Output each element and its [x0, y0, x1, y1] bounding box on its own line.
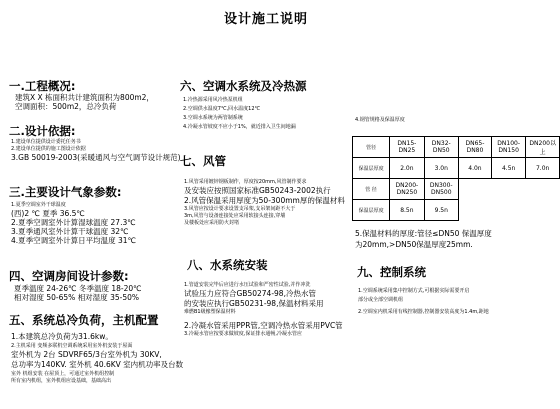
text-line: 1.空调系统采用集中控制方式,可根据实际需要开启	[358, 288, 470, 294]
text-line: (西)2 ℃ 夏季 36.5℃	[11, 209, 85, 218]
text-line: 5.保温材料的厚度:管径≤DN50 保温厚度	[355, 229, 492, 238]
section-3-heading: 三.主要设计气象参数:	[9, 185, 122, 199]
section-5-heading: 五、系统总冷负荷，主机配置	[9, 313, 159, 327]
text-line: 所有室内机组，室外机组应设基础，基础高出	[11, 377, 112, 384]
table-cell: 9.5n	[424, 200, 458, 221]
section-8-heading: 八、水系统安装	[187, 258, 268, 272]
text-line: 夏季温度 24-26℃ 冬季温度 18-20℃	[14, 284, 142, 293]
section-1-heading: 一.工程概况:	[9, 79, 76, 93]
table-cell: 2.0n	[390, 158, 424, 179]
section-6-heading: 六、空调水系统及冷热源	[180, 79, 307, 93]
text-line: 部分或全部空调机组	[358, 297, 404, 303]
text-line: 1.建设单位提供设计委托任务书	[11, 139, 81, 145]
text-line: 总功率为140KV. 室外机 40.6KV 室内机功率及台数	[11, 360, 184, 369]
section-4-heading: 四、空调房间设计参数:	[9, 269, 129, 283]
section-2-text	[11, 139, 181, 162]
text-line: 2.风管保温采用厚度为50-300mm厚的保温材料	[184, 196, 345, 205]
table-cell: 保温层厚度	[353, 200, 390, 221]
section-4-text	[14, 284, 142, 302]
table-cell: 管 径	[353, 179, 390, 200]
section-2-heading: 二.设计依据:	[9, 124, 76, 138]
table-cell: 4.0n	[458, 158, 491, 179]
text-line: 3.冷凝水管应按要求做坡度,保证排水通畅,冷凝水管应	[184, 331, 302, 337]
table-cell: DN200-DN250	[390, 179, 424, 200]
insulation-note	[355, 228, 492, 250]
text-line: 2.主机采用 变频多联机空调系统采用室外机安装于屋面	[11, 342, 133, 349]
text-line: 难燃B1级橡塑保温材料	[184, 309, 236, 315]
table-cell: 8.5n	[390, 200, 424, 221]
text-line: 2.空调室内机采用有线控制器,控制器安装高度为1.4m,距地	[358, 309, 489, 315]
text-line: 2.建设单位提供的施工图设计依据	[11, 146, 86, 152]
section-1-text	[15, 93, 154, 111]
text-line: 室外 机组安装 在屋顶上，可通过室外机组控制	[11, 370, 115, 377]
table-row	[353, 158, 560, 179]
table-caption: 4.钢管规格及保温厚度	[355, 117, 405, 123]
text-line: 1.风管采用镀锌钢板制作，厚度按20mm,风管制作要求	[184, 179, 307, 185]
table-row	[353, 179, 560, 200]
table-cell: DN65-DN80	[458, 137, 491, 158]
table-row	[353, 137, 560, 158]
text-line: 相对湿度 50-65% 相对湿度 35-50%	[14, 293, 139, 302]
section-6-text	[183, 96, 296, 132]
table-cell: DN100-DN150	[491, 137, 525, 158]
section-7-text	[184, 179, 345, 227]
table-cell: DN15-DN25	[390, 137, 424, 158]
text-line: 试验压力应符合GB50274-98,冷热水管	[184, 289, 316, 298]
table-cell: 保温层厚度	[353, 158, 390, 179]
table-cell: 3.0n	[424, 158, 458, 179]
section-9-heading: 九、控制系统	[357, 265, 426, 279]
page-title: 设计施工说明	[224, 12, 309, 27]
table-cell: 管径	[353, 137, 390, 158]
section-7-heading: 七、风管	[180, 154, 226, 168]
text-line: 的安装应执行GB50231-98,保温材料采用	[184, 299, 324, 308]
section-8-text	[184, 282, 343, 338]
text-line: 2.冷凝水管采用PPR管,空调冷热水管采用PVC管	[184, 321, 343, 330]
text-line: 1.管道安装完毕后应进行水压试验和严密性试验,并作冲洗	[184, 282, 311, 288]
text-line: 3m,风管与设备连接处应采用软接头连接,穿墙	[184, 213, 286, 219]
text-line: 2.夏季空调室外计算湿球温度 27.3℃	[11, 218, 136, 227]
text-line: 为20mm,>DN50保温厚度25mm.	[355, 240, 473, 249]
table-row	[353, 200, 560, 221]
text-line: 3.夏季通风室外计算干球温度 32℃	[11, 227, 129, 236]
table-cell: DN300-DN500	[424, 179, 458, 200]
text-line: 及安装应按照国家标准GB50243-2002执行	[184, 186, 331, 195]
text-line: 2.空调供水温度7℃,回水温度12℃	[183, 106, 261, 112]
text-line: 4.夏季空调室外计算日平均温度 31℃	[11, 236, 137, 245]
text-line: 及楼板处应采用防火封堵	[184, 220, 240, 226]
text-line: 建筑X X 栋面积共计建筑面积为800m2，	[15, 93, 154, 102]
table-cell: DN200以上	[526, 137, 560, 158]
text-line: 1.冷热源采用风冷热泵机组	[183, 97, 243, 103]
text-line: 3.风管应按设计要求设置支吊架,支吊架间距不大于	[184, 206, 296, 212]
text-line: 3.GB 50019-2003(采暖通风与空气调节设计规范)	[11, 153, 181, 162]
table-cell: DN32-DN50	[424, 137, 458, 158]
pipe-insulation-table	[352, 136, 560, 221]
table-cell: 4.5n	[491, 158, 525, 179]
section-9-text	[358, 287, 489, 317]
text-line: 4.冷凝水管坡度不应小于1%，就近排入卫生间地漏	[183, 124, 296, 130]
section-3-text	[11, 202, 136, 245]
text-line: 空调面积：500m2，总冷负荷	[15, 102, 117, 111]
text-line: 3.空调水系统为两管制系统	[183, 115, 243, 121]
table-cell: 7.0n	[526, 158, 560, 179]
text-line: 室外机为 2台 SDVRF65/3台室外机为 30KV,	[11, 349, 162, 359]
text-line: 1.夏季空调室外干球温度	[11, 202, 66, 208]
text-line: 1.本建筑总冷负荷为31.6kw。	[11, 332, 113, 341]
section-5-text	[11, 332, 183, 385]
